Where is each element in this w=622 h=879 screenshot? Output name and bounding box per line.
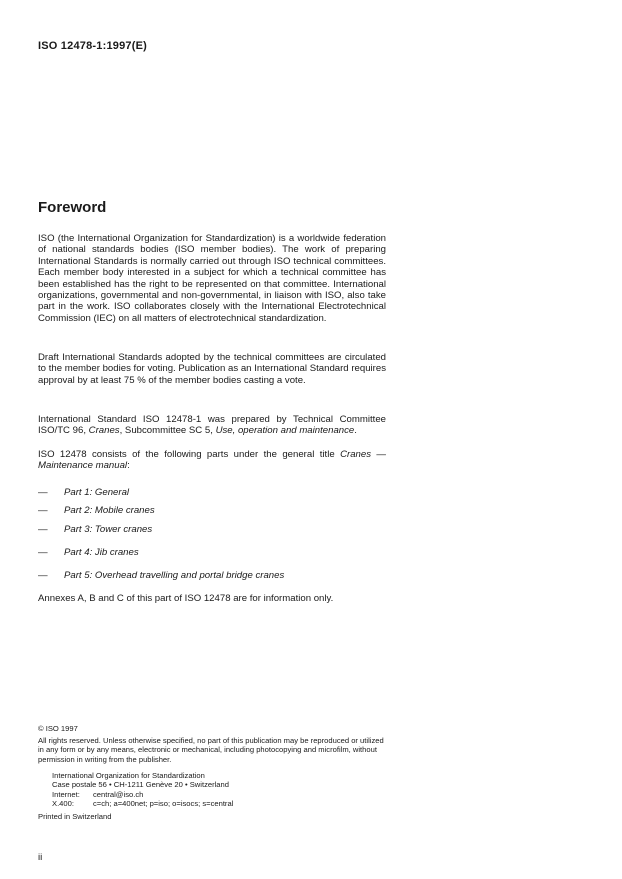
list-dash: —	[38, 570, 48, 581]
document-id: ISO 12478-1:1997(E)	[38, 40, 147, 52]
p4-text-a: ISO 12478 consists of the following parts under the general title	[38, 449, 341, 460]
list-item-text: Part 2: Mobile cranes	[64, 505, 155, 516]
copyright-line: © ISO 1997	[38, 724, 78, 733]
list-item	[38, 487, 129, 498]
list-item	[38, 524, 152, 535]
p3-text-a: International Standard ISO 12478-1 was prepared by Technical Committee ISO/TC 96,	[38, 414, 386, 437]
p4-general-title: Cranes — Maintenance manual	[38, 449, 386, 472]
internet-address: central@iso.ch	[93, 790, 144, 799]
list-item-text: Part 3: Tower cranes	[64, 524, 153, 535]
x400-label: X.400:	[52, 799, 74, 808]
x400-address: c=ch; a=400net; p=iso; o=isocs; s=central	[93, 799, 234, 808]
list-item	[38, 547, 139, 558]
list-dash: —	[38, 547, 48, 558]
foreword-paragraph-2: Draft International Standards adopted by the technical committees are circulated to the member bodies for voting. Publication as an International Standard requires approval by at least 75 % of the member bodies casting a vote.	[38, 352, 386, 386]
annex-note: Annexes A, B and C of this part of ISO 12478 are for information only.	[38, 593, 334, 604]
list-item-text: Part 1: General	[64, 487, 130, 498]
list-dash: —	[38, 524, 48, 535]
page-title: Foreword	[38, 199, 107, 216]
internet-label: Internet:	[52, 790, 80, 799]
list-dash: —	[38, 487, 48, 498]
p3-text-e: .	[354, 425, 357, 437]
p3-text-c: , Subcommittee SC 5,	[119, 425, 216, 437]
p3-committee-title: Cranes	[88, 425, 120, 437]
foreword-paragraph-1: ISO (the International Organization for Standardization) is a worldwide federation of national standards bodies (ISO member bodies). The work of preparing International Standards is normally carried out through ISO technical committees. Each member body interested in a subject for which a technical committee has been established has the right to be represented on that committee. International organizations, governmental and non-governmental, in liaison with ISO, also take part in the work. ISO collaborates closely with the International Electrotechnical Commission (IEC) on all matters of electrotechnical standardization.	[38, 233, 386, 324]
foreword-paragraph-4	[38, 449, 386, 472]
rights-statement: All rights reserved. Unless otherwise specified, no part of this publication may be reproduced or utilized in any form or by any means, electronic or mechanical, including photocopying and microfilm, without permission in writing from the publisher.	[38, 736, 384, 764]
list-item-text: Part 5: Overhead travelling and portal bridge cranes	[64, 570, 285, 581]
list-item-text: Part 4: Jib cranes	[64, 547, 139, 558]
list-dash: —	[38, 505, 48, 516]
list-item	[38, 505, 155, 516]
list-item	[38, 570, 284, 581]
foreword-paragraph-3	[38, 414, 386, 437]
organization-name: International Organization for Standardization	[52, 771, 205, 780]
page-number: ii	[38, 852, 43, 863]
p3-subcommittee-title: Use, operation and maintenance	[215, 425, 355, 437]
printed-in: Printed in Switzerland	[38, 812, 112, 821]
p4-text-c: :	[127, 460, 130, 472]
organization-address: Case postale 56 • CH-1211 Genève 20 • Switzerland	[52, 780, 229, 789]
